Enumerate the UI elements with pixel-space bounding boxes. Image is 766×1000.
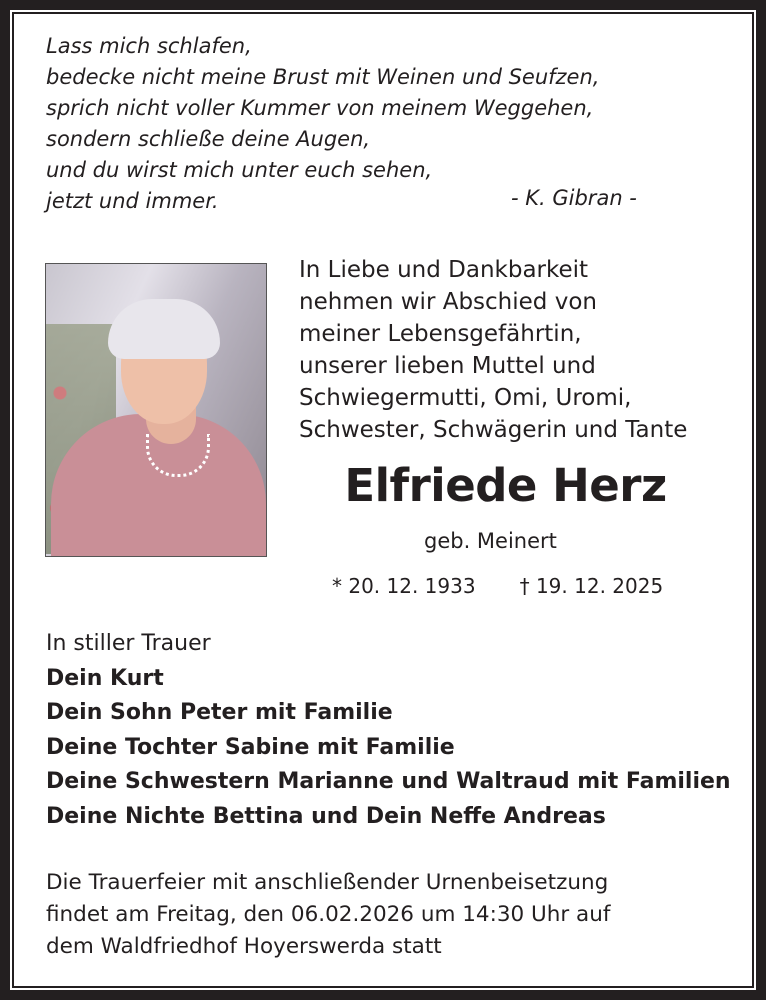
mourner: Deine Schwestern Marianne und Waltraud mit Familien: [46, 769, 731, 794]
intro-line: nehmen wir Abschied von: [299, 289, 597, 315]
mourner: Deine Nichte Bettina und Dein Neffe Andreas: [46, 803, 606, 829]
intro-line: unserer lieben Muttel und: [299, 353, 596, 379]
poem-line: bedecke nicht meine Brust mit Weinen und Seufzen,: [46, 65, 600, 89]
service-line: Die Trauerfeier mit anschließender Urnenbeisetzung: [46, 870, 609, 895]
mourners: [46, 627, 731, 834]
poem-line: jetzt und immer.: [46, 189, 219, 213]
intro-line: meiner Lebensgefährtin,: [299, 321, 582, 347]
death-date: † 19. 12. 2025: [519, 574, 664, 598]
service-info: [46, 867, 610, 963]
service-line: dem Waldfriedhof Hoyerswerda statt: [46, 934, 442, 959]
intro-text: [299, 254, 687, 446]
deceased-name: Elfriede Herz: [344, 459, 667, 512]
poem-line: Lass mich schlafen,: [46, 34, 252, 58]
mourner: Deine Tochter Sabine mit Familie: [46, 734, 455, 760]
birth-date: * 20. 12. 1933: [332, 574, 476, 598]
poem-line: und du wirst mich unter euch sehen,: [46, 158, 433, 182]
life-dates: [332, 574, 663, 598]
poem-line: sprich nicht voller Kummer von meinem Weggehen,: [46, 96, 594, 120]
intro-line: Schwiegermutti, Omi, Uromi,: [299, 385, 632, 411]
mourner: Dein Sohn Peter mit Familie: [46, 700, 393, 725]
birth-name: geb. Meinert: [424, 529, 557, 553]
intro-line: Schwester, Schwägerin und Tante: [299, 417, 688, 443]
poem-line: sondern schließe deine Augen,: [46, 127, 371, 151]
mourner: Dein Kurt: [46, 665, 164, 691]
intro-line: In Liebe und Dankbarkeit: [299, 257, 589, 283]
portrait-photo: [45, 263, 267, 557]
mourners-heading: In stiller Trauer: [46, 631, 211, 656]
poem-author: - K. Gibran -: [511, 186, 637, 210]
service-line: findet am Freitag, den 06.02.2026 um 14:30 Uhr auf: [46, 902, 611, 927]
